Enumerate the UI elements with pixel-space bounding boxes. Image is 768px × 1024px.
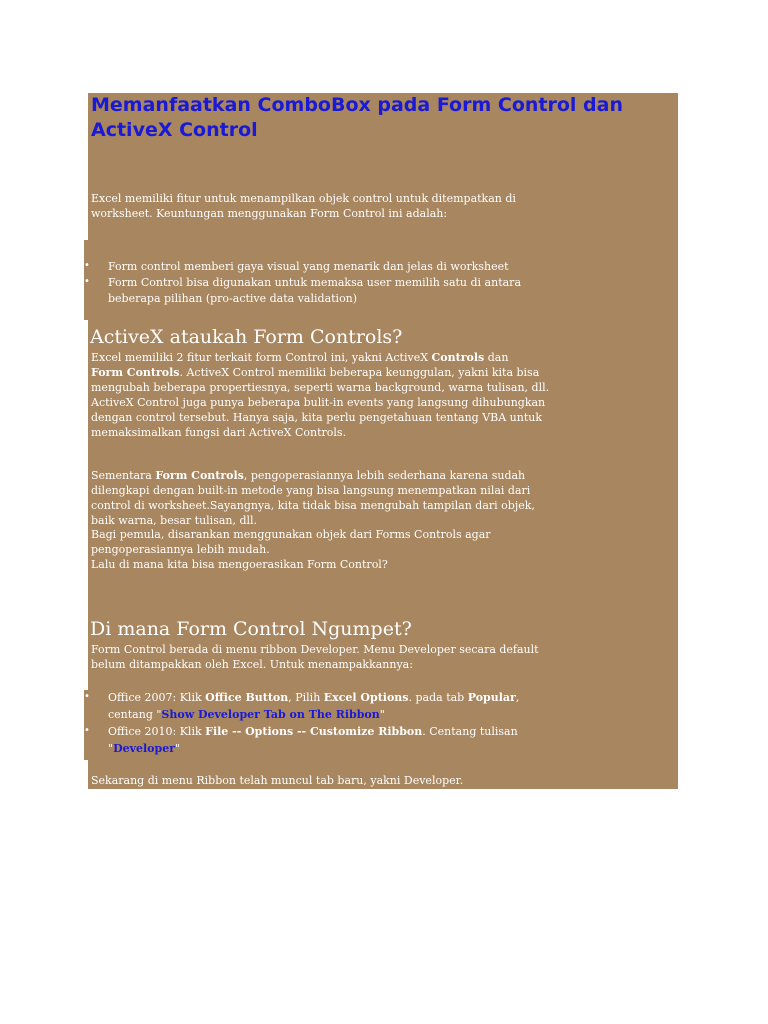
section1-p2-line-2: dilengkapi dengan built-in metode yang bisa langsung menempatkan nilai dari: [91, 484, 531, 497]
section1-p2-line-7: Lalu di mana kita bisa mengoerasikan Form Control?: [91, 558, 388, 571]
bullet-icon: •: [84, 276, 90, 287]
section1-p1-line-4: ActiveX Control juga punya beberapa bulit-in events yang langsung dihubungkan: [91, 396, 546, 409]
section1-p2-line-6: pengoperasiannya lebih mudah.: [91, 543, 270, 556]
section1-p2-line-3: control di worksheet.Sayangnya, kita tidak bisa mengubah tampilan dari objek,: [91, 499, 535, 512]
bullet-icon: •: [84, 725, 90, 736]
section1-p2-line-4: baik warna, besar tulisan, dll.: [91, 514, 258, 527]
section1-p2-line-5: Bagi pemula, disarankan menggunakan objek dari Forms Controls agar: [91, 528, 491, 541]
section1-p1-line-5: dengan control tersebut. Hanya saja, kita perlu pengetahuan tentang VBA untuk: [91, 411, 543, 424]
developer-label: Developer: [113, 742, 175, 755]
closing-line: Sekarang di menu Ribbon telah muncul tab baru, yakni Developer.: [91, 774, 464, 787]
intro-line-2: worksheet. Keuntungan menggunakan Form Control ini adalah:: [91, 207, 448, 220]
bullet-icon: •: [84, 260, 90, 271]
section-heading-activex: ActiveX ataukah Form Controls?: [90, 326, 403, 348]
section1-p2-line-1: Sementara Form Controls, pengoperasiannya lebih sederhana karena sudah: [91, 469, 526, 482]
show-developer-tab-link: Show Developer Tab on The Ribbon: [161, 708, 380, 721]
section1-p1-line-3: mengubah beberapa propertiesnya, seperti warna background, warna tulisan, dll.: [91, 381, 550, 394]
intro-line-1: Excel memiliki fitur untuk menampilkan objek control untuk ditempatkan di: [91, 192, 516, 205]
bullet-icon: •: [84, 691, 90, 702]
section1-p1-line-1: Excel memiliki 2 fitur terkait form Control ini, yakni ActiveX Controls dan: [91, 351, 509, 364]
section2-p1-line-1: Form Control berada di menu ribbon Developer. Menu Developer secara default: [91, 643, 539, 656]
section2-p1-line-2: belum ditampakkan oleh Excel. Untuk menampakkannya:: [91, 658, 413, 671]
section-heading-ngumpet: Di mana Form Control Ngumpet?: [90, 618, 412, 640]
document-title: Memanfaatkan ComboBox pada Form Control dan ActiveX Control: [91, 94, 623, 141]
section1-p1-line-2: Form Controls. ActiveX Control memiliki beberapa keunggulan, yakni kita bisa: [91, 366, 540, 379]
section1-p1-line-6: memaksimalkan fungsi dari ActiveX Controls.: [91, 426, 347, 439]
